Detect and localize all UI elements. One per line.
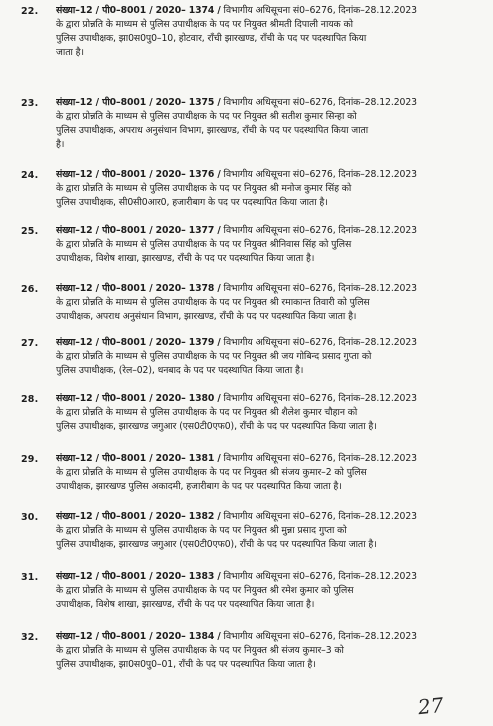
entry-body-line: है। [56, 139, 65, 150]
entry-body-line: के द्वारा प्रोन्नति के माध्यम से पुलिस उपाधीक्षक के पद पर नियुक्त श्री शैलेश कुमार चौहान को [56, 407, 358, 418]
entry-header-line [56, 452, 476, 466]
entry-text [56, 168, 476, 210]
entry-body-line: पुलिस उपाधीक्षक, (रेल–02), धनबाद के पद पर पदस्थापित किया जाता है। [56, 365, 304, 376]
entry-text [56, 630, 476, 672]
letter-reference: संख्या–12 / पी0–8001 / 2020– 1382 / [56, 511, 221, 522]
letter-reference: संख्या–12 / पी0–8001 / 2020– 1378 / [56, 283, 221, 294]
notification-reference: विभागीय अधिसूचना सं0–6276, दिनांक–28.12.2023 [220, 337, 417, 348]
entry-text [56, 4, 476, 60]
notification-reference: विभागीय अधिसूचना सं0–6276, दिनांक–28.12.2023 [220, 393, 417, 404]
letter-reference: संख्या–12 / पी0–8001 / 2020– 1380 / [56, 393, 221, 404]
notification-reference: विभागीय अधिसूचना सं0–6276, दिनांक–28.12.2023 [220, 453, 417, 464]
entry-header-line [56, 630, 476, 644]
notification-reference: विभागीय अधिसूचना सं0–6276, दिनांक–28.12.2023 [220, 283, 417, 294]
entry-number: 26. [21, 284, 39, 295]
entry-header-line [56, 510, 476, 524]
letter-reference: संख्या–12 / पी0–8001 / 2020– 1377 / [56, 225, 221, 236]
notification-reference: विभागीय अधिसूचना सं0–6276, दिनांक–28.12.2023 [220, 5, 417, 16]
notification-reference: विभागीय अधिसूचना सं0–6276, दिनांक–28.12.2023 [220, 225, 417, 236]
entry-header-line [56, 282, 476, 296]
letter-reference: संख्या–12 / पी0–8001 / 2020– 1376 / [56, 169, 221, 180]
notification-reference: विभागीय अधिसूचना सं0–6276, दिनांक–28.12.2023 [220, 511, 417, 522]
entry-text [56, 392, 476, 434]
entry-header-line [56, 4, 476, 18]
notification-reference: विभागीय अधिसूचना सं0–6276, दिनांक–28.12.2023 [220, 631, 417, 642]
entry-body-line: पुलिस उपाधीक्षक, झारखण्ड जगुआर (एस0टी0एफ0), राँची के पद पर पदस्थापित किया जाता है। [56, 421, 377, 432]
entry-number: 25. [21, 226, 39, 237]
letter-reference: संख्या–12 / पी0–8001 / 2020– 1381 / [56, 453, 221, 464]
entry-body-line: पुलिस उपाधीक्षक, झा0स0पु0–10, होटवार, राँची झारखण्ड, राँची के पद पर पदस्थापित किया [56, 33, 367, 44]
letter-reference: संख्या–12 / पी0–8001 / 2020– 1379 / [56, 337, 221, 348]
entry-body-line: के द्वारा प्रोन्नति के माध्यम से पुलिस उपाधीक्षक के पद पर नियुक्त श्री संजय कुमार–3 को [56, 645, 344, 656]
notification-reference: विभागीय अधिसूचना सं0–6276, दिनांक–28.12.2023 [220, 97, 417, 108]
entry-body-line: उपाधीक्षक, विशेष शाखा, झारखण्ड, राँची के पद पर पदस्थापित किया जाता है। [56, 253, 315, 264]
entry-header-line [56, 336, 476, 350]
entry-header-line [56, 392, 476, 406]
entry-body-line: जाता है। [56, 47, 84, 58]
entry-text [56, 452, 476, 494]
entry-header-line [56, 224, 476, 238]
entry-body-line: के द्वारा प्रोन्नति के माध्यम से पुलिस उपाधीक्षक के पद पर नियुक्त श्री मुन्ना प्रसाद गुप्ता को [56, 525, 347, 536]
entry-body-line: के द्वारा प्रोन्नति के माध्यम से पुलिस उपाधीक्षक के पद पर नियुक्त श्री रमाकान्त तिवारी को पुलिस [56, 297, 370, 308]
entry-body-line: के द्वारा प्रोन्नति के माध्यम से पुलिस उपाधीक्षक के पद पर नियुक्त श्री सतीश कुमार सिन्हा को [56, 111, 357, 122]
entry-body-line: के द्वारा प्रोन्नति के माध्यम से पुलिस उपाधीक्षक के पद पर नियुक्त श्रीनिवास सिंह को पुलिस [56, 239, 352, 250]
notification-reference: विभागीय अधिसूचना सं0–6276, दिनांक–28.12.2023 [220, 169, 417, 180]
entry-number: 22. [21, 6, 39, 17]
entry-body-line: के द्वारा प्रोन्नति के माध्यम से पुलिस उपाधीक्षक के पद पर नियुक्त श्री रमेश कुमार को पुलिस [56, 585, 354, 596]
entry-text [56, 96, 476, 152]
entry-header-line [56, 96, 476, 110]
entry-body-line: के द्वारा प्रोन्नति के माध्यम से पुलिस उपाधीक्षक के पद पर नियुक्त श्रीमती दिपाली नायक को [56, 19, 353, 30]
entry-body-line: उपाधीक्षक, विशेष शाखा, झारखण्ड, राँची के पद पर पदस्थापित किया जाता है। [56, 599, 315, 610]
entry-text [56, 224, 476, 266]
entry-header-line [56, 570, 476, 584]
entry-number: 29. [21, 454, 39, 465]
entry-number: 23. [21, 98, 39, 109]
entry-body-line: के द्वारा प्रोन्नति के माध्यम से पुलिस उपाधीक्षक के पद पर नियुक्त श्री मनोज कुमार सिंह को [56, 183, 352, 194]
entry-number: 30. [21, 512, 39, 523]
notification-reference: विभागीय अधिसूचना सं0–6276, दिनांक–28.12.2023 [220, 571, 417, 582]
entry-body-line: उपाधीक्षक, अपराध अनुसंधान विभाग, झारखण्ड, राँची के पद पर पदस्थापित किया जाता है। [56, 311, 357, 322]
entry-number: 28. [21, 394, 39, 405]
letter-reference: संख्या–12 / पी0–8001 / 2020– 1375 / [56, 97, 221, 108]
entry-text [56, 570, 476, 612]
entry-body-line: के द्वारा प्रोन्नति के माध्यम से पुलिस उपाधीक्षक के पद पर नियुक्त श्री जय गोबिन्द प्रसाद गुप्ता को [56, 351, 372, 362]
entry-number: 24. [21, 170, 39, 181]
entry-number: 31. [21, 572, 39, 583]
entry-body-line: उपाधीक्षक, झारखण्ड पुलिस अकादमी, हजारीबाग के पद पर पदस्थापित किया जाता है। [56, 481, 342, 492]
handwritten-page-number: 27 [416, 692, 445, 720]
entry-number: 32. [21, 632, 39, 643]
entry-header-line [56, 168, 476, 182]
entry-body-line: पुलिस उपाधीक्षक, झारखण्ड जगुआर (एस0टी0एफ0), राँची के पद पर पदस्थापित किया जाता है। [56, 539, 377, 550]
entry-body-line: पुलिस उपाधीक्षक, झा0स0पु0–01, राँची के पद पर पदस्थापित किया जाता है। [56, 659, 316, 670]
entry-body-line: पुलिस उपाधीक्षक, सी0सी0आर0, हजारीबाग के पद पर पदस्थापित किया जाता है। [56, 197, 328, 208]
entry-text [56, 336, 476, 378]
letter-reference: संख्या–12 / पी0–8001 / 2020– 1374 / [56, 5, 221, 16]
letter-reference: संख्या–12 / पी0–8001 / 2020– 1384 / [56, 631, 221, 642]
entry-body-line: पुलिस उपाधीक्षक, अपराध अनुसंधान विभाग, झारखण्ड, राँची के पद पर पदस्थापित किया जाता [56, 125, 369, 136]
letter-reference: संख्या–12 / पी0–8001 / 2020– 1383 / [56, 571, 221, 582]
entry-text [56, 510, 476, 552]
entry-number: 27. [21, 338, 39, 349]
entry-body-line: के द्वारा प्रोन्नति के माध्यम से पुलिस उपाधीक्षक के पद पर नियुक्त श्री संजय कुमार–2 को पुलिस [56, 467, 367, 478]
entry-text [56, 282, 476, 324]
